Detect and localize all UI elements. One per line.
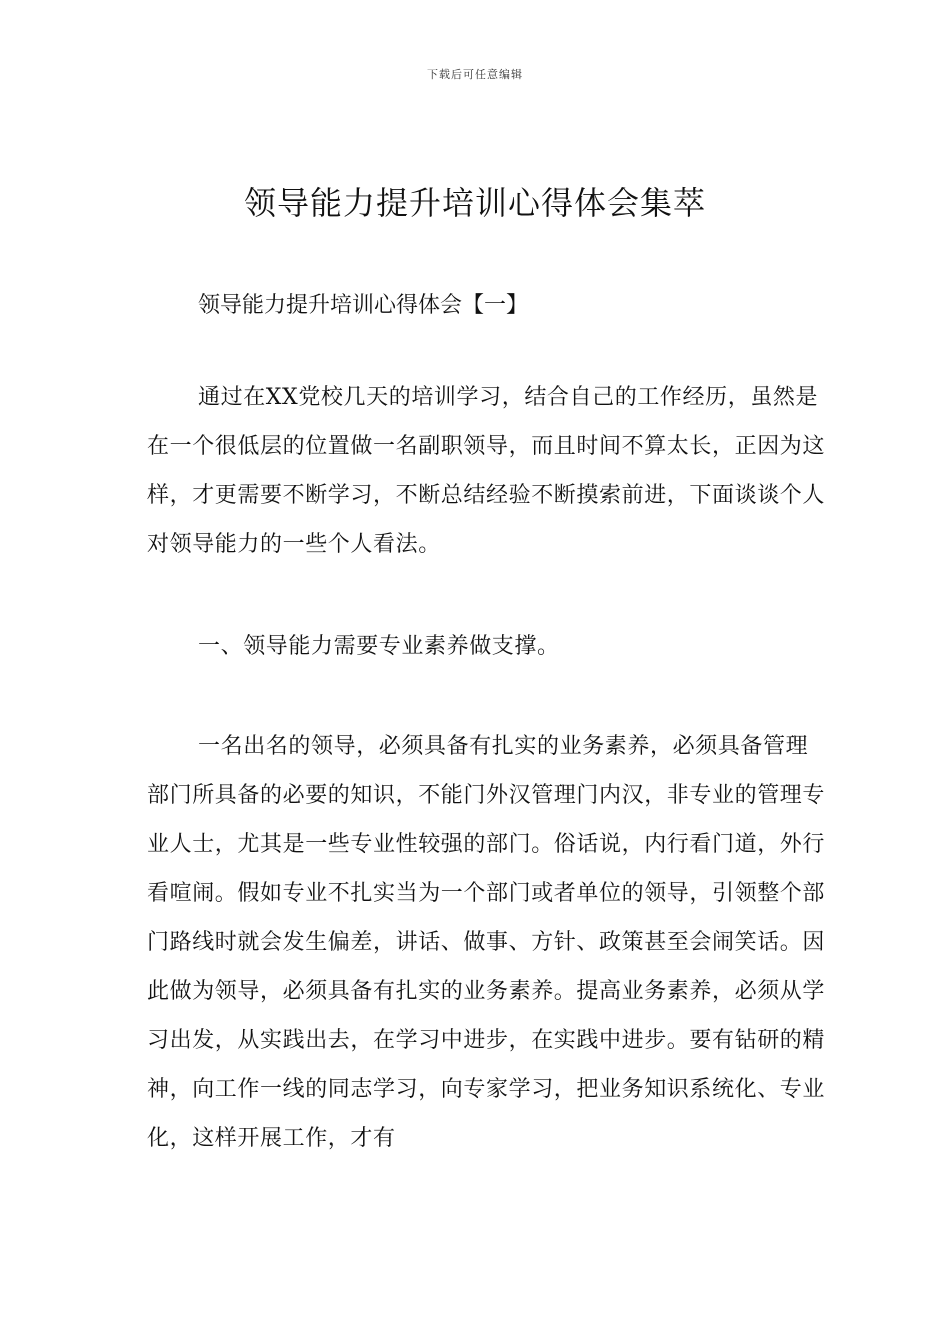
point-heading: 一、领导能力需要专业素养做支撑。 (198, 634, 560, 659)
header-note: 下载后可任意编辑 (427, 68, 523, 81)
section-title: 领导能力提升培训心得体会【一】 (198, 293, 529, 318)
document-title: 领导能力提升培训心得体会集萃 (243, 184, 706, 222)
intro-paragraph: 通过在XX党校几天的培训学习，结合自己的工作经历，虽然是在一个很低层的位置做一名副职领导，而且时间不算太长，正因为这样，才更需要不断学习，不断总结经验不断摸索前进，下面谈谈个人对领导能力的一些个人看法。 (147, 385, 826, 557)
body-paragraph: 一名出名的领导，必须具备有扎实的业务素养，必须具备管理部门所具备的必要的知识，不能门外汉管理门内汉，非专业的管理专业人士，尤其是一些专业性较强的部门。俗话说，内行看门道，外行看喧闹。假如专业不扎实当为一个部门或者单位的领导，引领整个部门路线时就会发生偏差，讲话、做事、方针、政策甚至会闹笑话。因此做为领导，必须具备有扎实的业务素养。提高业务素养，必须从学习出发，从实践出去，在学习中进步，在实践中进步。要有钻研的精神，向工作一线的同志学习，向专家学习，把业务知识系统化、专业化，这样开展工作，才有 (147, 734, 826, 1151)
